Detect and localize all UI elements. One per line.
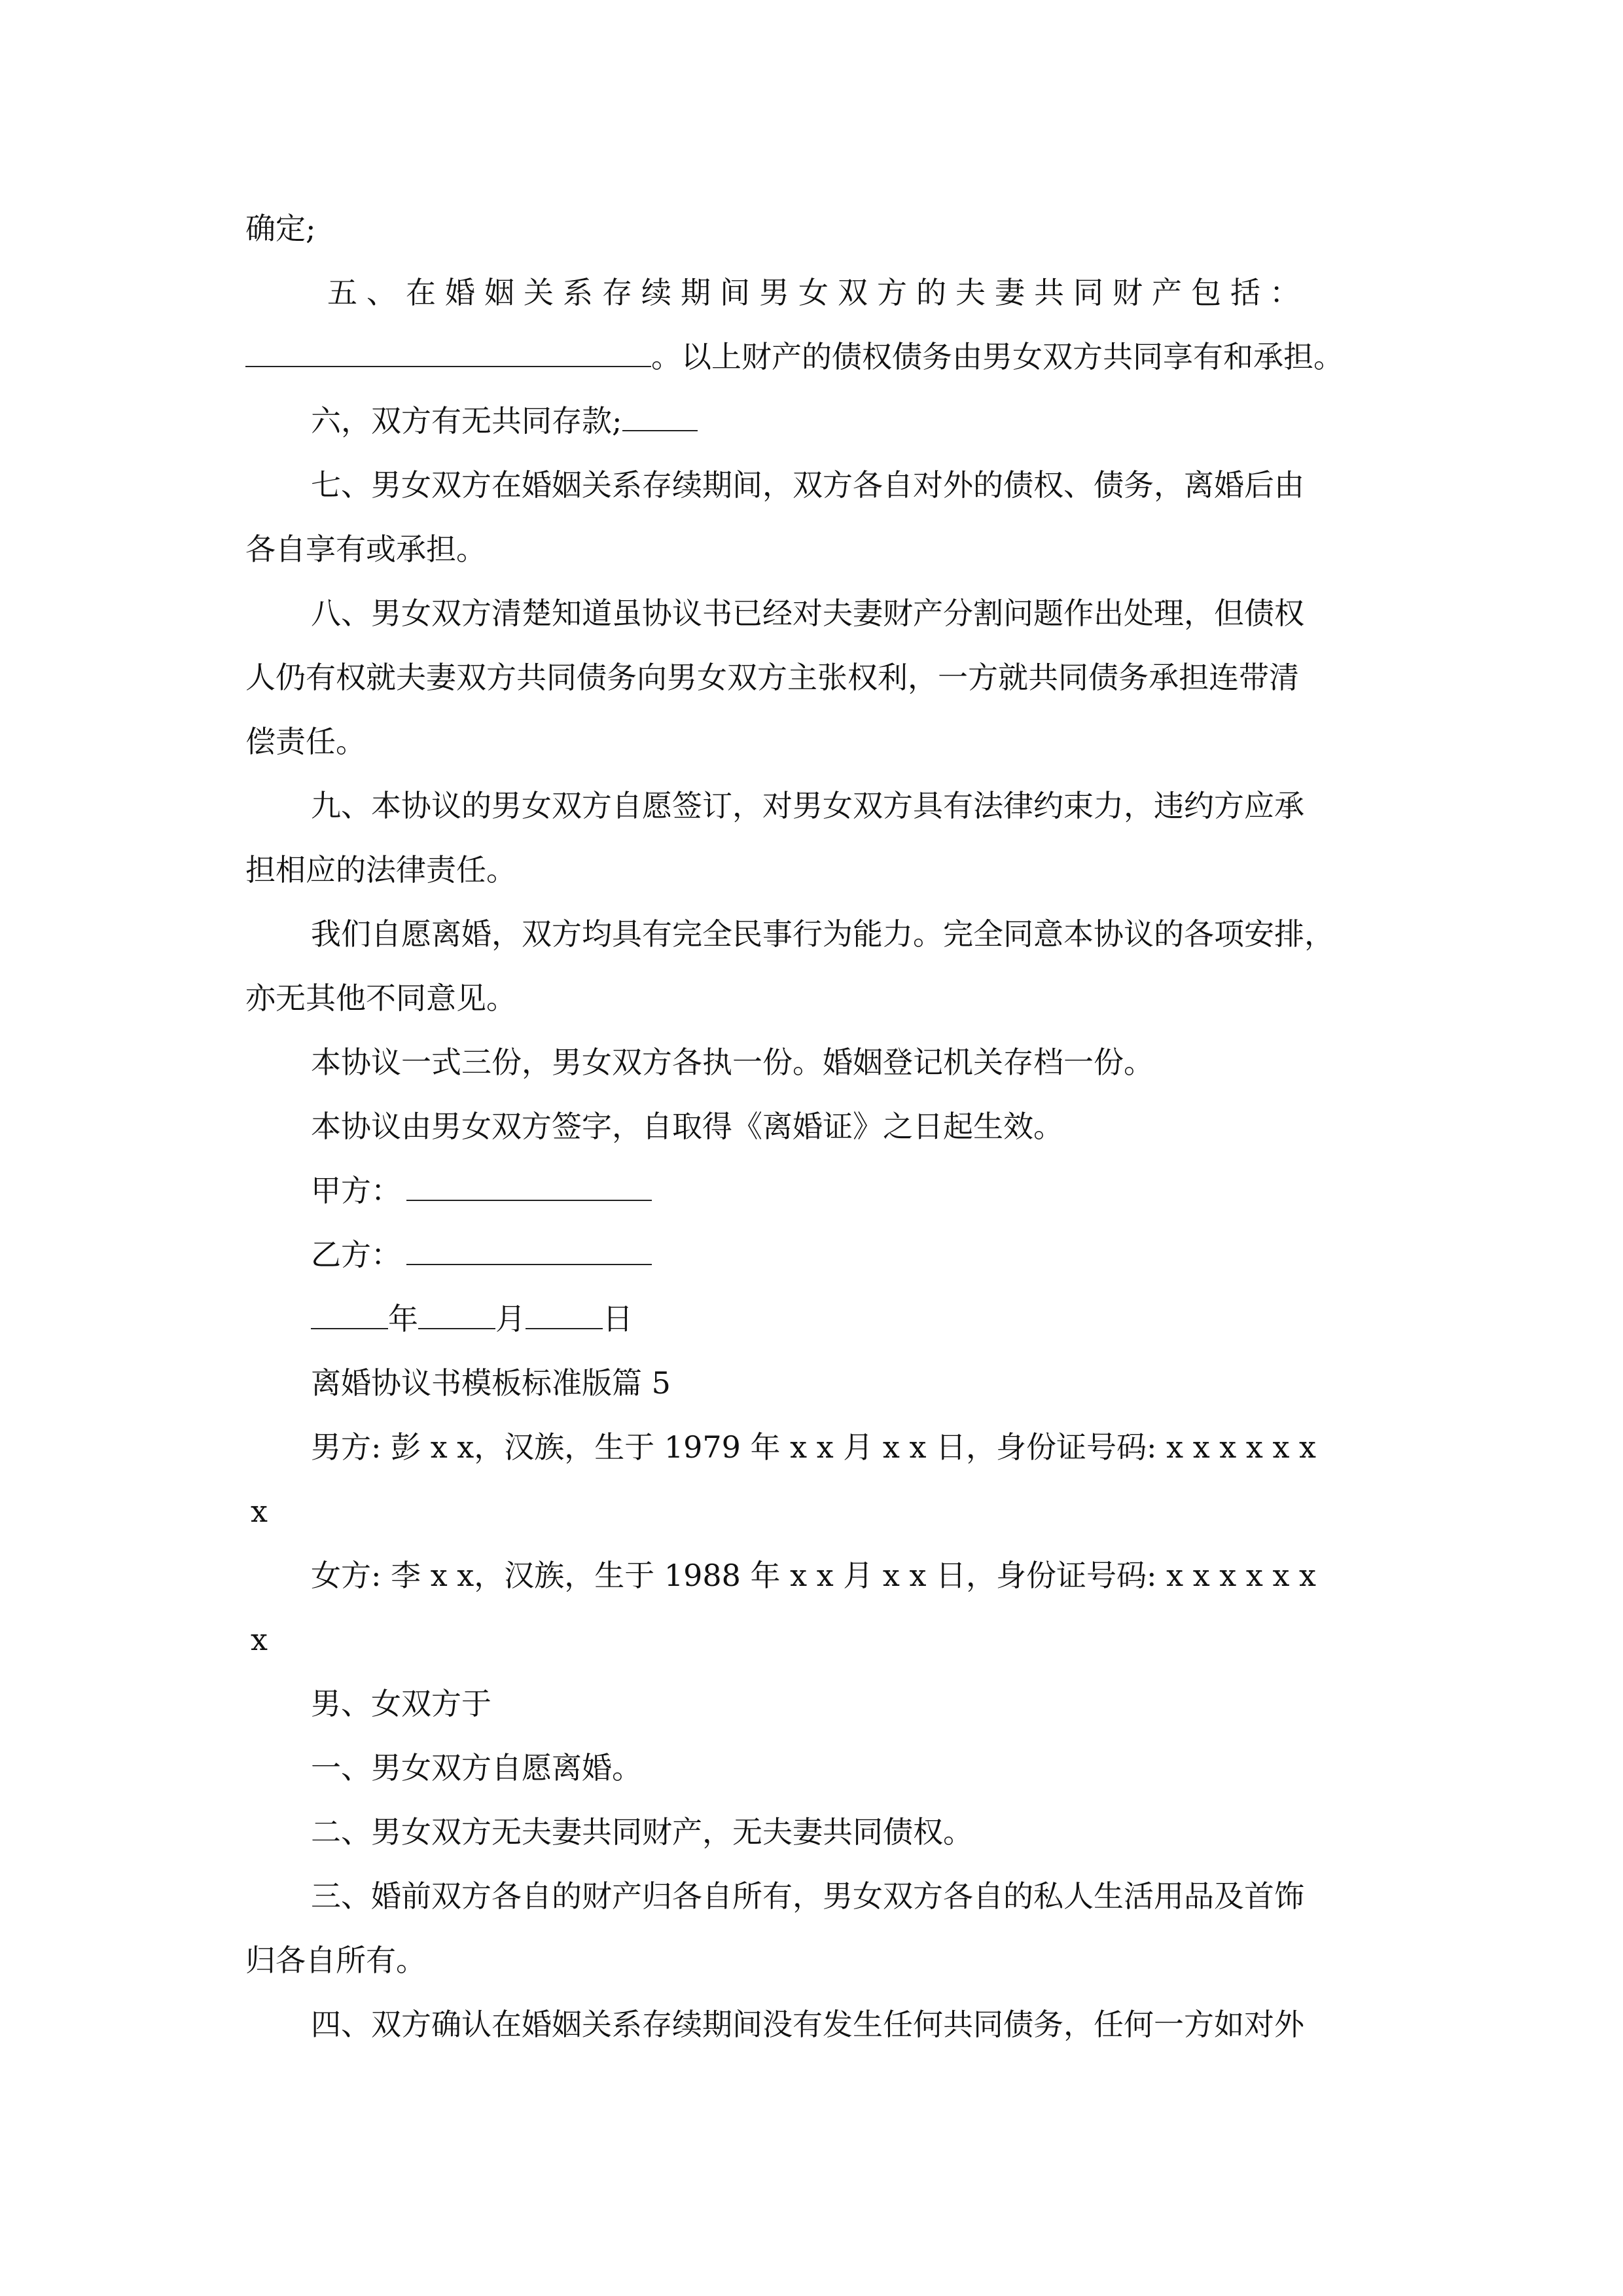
signature-date bbox=[245, 1287, 1381, 1351]
clause-5-body bbox=[245, 325, 1381, 389]
statement-line-1: 我们自愿离婚，双方均具有完全民事行为能力。完全同意本协议的各项安排， bbox=[311, 916, 1334, 952]
year-label: 年 bbox=[388, 1301, 418, 1336]
month-label: 月 bbox=[495, 1301, 526, 1336]
item-2: 二、男女双方无夫妻共同财产，无夫妻共同债权。 bbox=[311, 1814, 973, 1850]
clause-8-line-2: 人仍有权就夫妻双方共同债务向男女双方主张权利，一方就共同债务承担连带清 bbox=[245, 660, 1299, 695]
section-title: 离婚协议书模板标准版篇 5 bbox=[311, 1365, 671, 1401]
clause-9-line-2: 担相应的法律责任。 bbox=[245, 852, 516, 888]
signature-party-a bbox=[245, 1158, 1381, 1223]
blank-line-property bbox=[245, 365, 651, 367]
item-3-line-2: 归各自所有。 bbox=[245, 1943, 426, 1978]
clause-9-line-1: 九、本协议的男女双方自愿签订，对男女双方具有法律约束力，违约方应承 bbox=[311, 788, 1304, 823]
signature-party-b bbox=[245, 1223, 1381, 1287]
blank-line-deposit bbox=[622, 429, 698, 431]
document-body bbox=[245, 196, 1381, 2056]
party-a-signature-line bbox=[406, 1199, 652, 1201]
female-party-info: 女方: 李 x x，汉族，生于 1988 年 x x 月 x x 日，身份证号码: x x x x x x bbox=[311, 1558, 1316, 1593]
clause-8-line-1: 八、男女双方清楚知道虽协议书已经对夫妻财产分割问题作出处理，但债权 bbox=[311, 596, 1304, 631]
clause-6-text: 六，双方有无共同存款; bbox=[311, 403, 622, 439]
party-b-signature-line bbox=[406, 1263, 652, 1265]
party-b-label: 乙方： bbox=[311, 1237, 401, 1272]
item-4-line-1: 四、双方确认在婚姻关系存续期间没有发生任何共同债务，任何一方如对外 bbox=[311, 2007, 1304, 2042]
day-label: 日 bbox=[603, 1301, 633, 1336]
paragraph-determined: 确定; bbox=[245, 211, 316, 246]
copies-statement: 本协议一式三份，男女双方各执一份。婚姻登记机关存档一份。 bbox=[311, 1045, 1154, 1080]
item-3-line-1: 三、婚前双方各自的财产归各自所有，男女双方各自的私人生活用品及首饰 bbox=[311, 1878, 1304, 1914]
clause-7-line-2: 各自享有或承担。 bbox=[245, 531, 486, 567]
party-a-label: 甲方： bbox=[311, 1173, 401, 1208]
clause-5-heading: 五、在婚姻关系存续期间男女双方的夫妻共同财产包括： bbox=[327, 275, 1309, 310]
year-blank bbox=[311, 1327, 388, 1329]
female-party-info-cont: x bbox=[251, 1622, 268, 1657]
day-blank bbox=[526, 1327, 603, 1329]
item-1: 一、男女双方自愿离婚。 bbox=[311, 1750, 642, 1785]
effective-statement: 本协议由男女双方签字，自取得《离婚证》之日起生效。 bbox=[311, 1109, 1063, 1144]
clause-5-tail: 。以上财产的债权债务由男女双方共同享有和承担。 bbox=[651, 339, 1344, 374]
clause-8-line-3: 偿责任。 bbox=[245, 724, 366, 759]
clause-6 bbox=[245, 389, 1381, 453]
month-blank bbox=[418, 1327, 495, 1329]
male-party-info: 男方: 彭 x x，汉族，生于 1979 年 x x 月 x x 日，身份证号码: x x x x x x bbox=[311, 1429, 1316, 1465]
parties-on: 男、女双方于 bbox=[311, 1686, 491, 1721]
statement-line-2: 亦无其他不同意见。 bbox=[245, 980, 516, 1016]
clause-7-line-1: 七、男女双方在婚姻关系存续期间，双方各自对外的债权、债务，离婚后由 bbox=[311, 467, 1304, 503]
male-party-info-cont: x bbox=[251, 1494, 268, 1529]
